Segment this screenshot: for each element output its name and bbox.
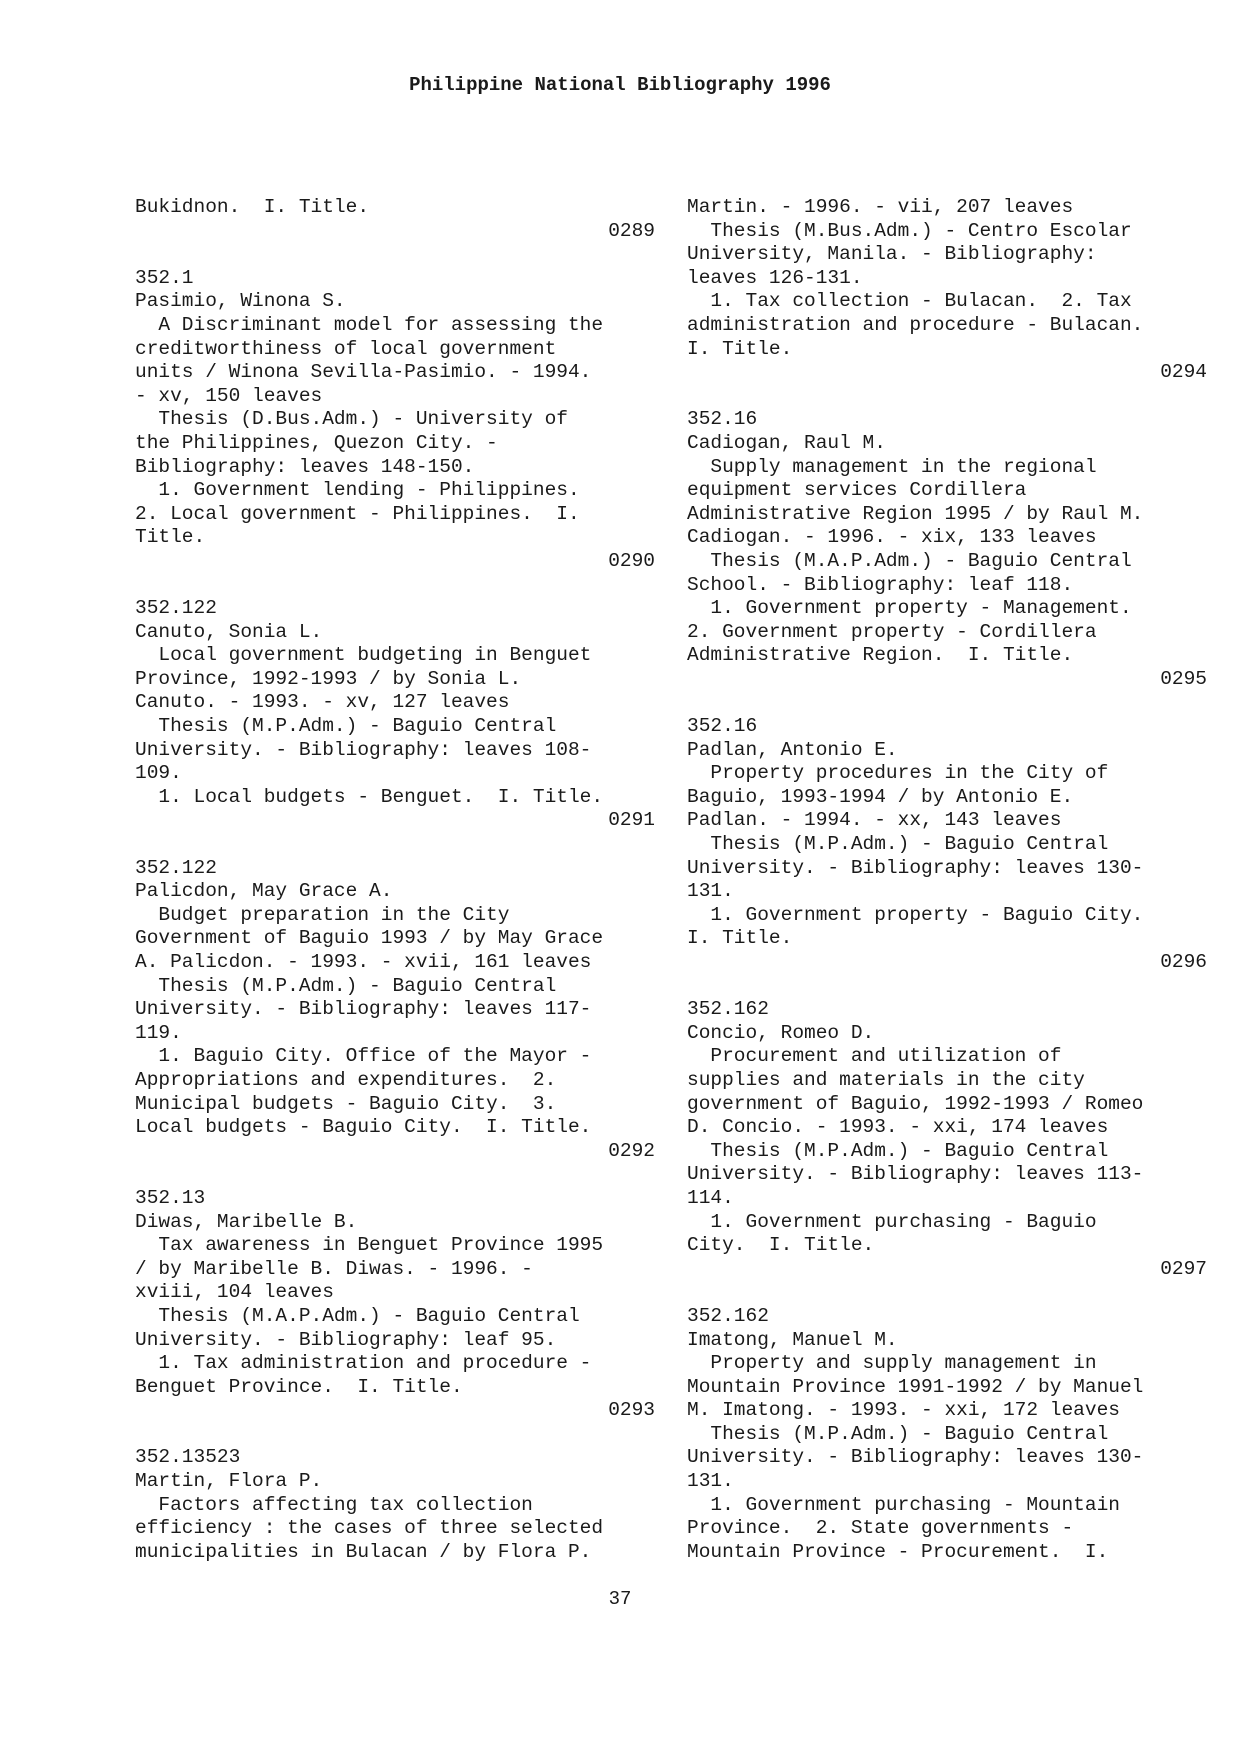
entry-line: Padlan, Antonio E. [687,738,898,761]
entry-line: Thesis (M.A.P.Adm.) - Baguio Central [687,549,1132,572]
entry-line: Property procedures in the City of [687,762,1109,785]
entry-line: Canuto. - 1993. - xv, 127 leaves [135,691,510,714]
entry-line: City. I. Title. [687,1234,875,1257]
entry-line: M. Imatong. - 1993. - xxi, 172 leaves [687,1399,1120,1422]
entry-line: Tax awareness in Benguet Province 1995 [135,1234,604,1257]
entry-line: Thesis (M.P.Adm.) - Baguio Central [135,715,557,738]
entry-line: 109. [135,762,182,785]
entry-line: equipment services Cordillera [687,479,1027,502]
entry-number: 0291 [608,809,655,832]
entry-line: 1. Baguio City. Office of the Mayor - [135,1045,592,1068]
entry-line: Thesis (D.Bus.Adm.) - University of [135,408,568,431]
entry-line: Thesis (M.P.Adm.) - Baguio Central [135,974,557,997]
entry-number: 0294 [1160,361,1207,384]
entry-number: 0290 [608,549,655,572]
entry-line: Supply management in the regional [687,455,1097,478]
entry-line: 352.162 [687,1304,769,1327]
entry-line: 1. Government purchasing - Mountain [687,1493,1120,1516]
entry-line: Factors affecting tax collection [135,1493,533,1516]
left-column [135,196,655,1564]
entry-line: 352.122 [135,856,217,879]
entry-line: 131. [687,1470,734,1493]
entry-line: Mountain Province - Procurement. I. [687,1540,1109,1563]
entry-line: Padlan. - 1994. - xx, 143 leaves [687,809,1062,832]
entry-line: Title. [135,526,206,549]
entry-line: Martin, Flora P. [135,1470,323,1493]
entry-line: Province, 1992-1993 / by Sonia L. [135,667,522,690]
entry-line: University. - Bibliography: leaves 108- [135,738,592,761]
entry-line: leaves 126-131. [687,266,863,289]
entry-line: 1. Government purchasing - Baguio [687,1210,1097,1233]
entry-line: 352.122 [135,597,217,620]
entry-spacer [687,1281,1207,1305]
entry-line: 131. [687,880,734,903]
entry-line: 1. Government lending - Philippines. [135,479,580,502]
entry-line: 1. Tax collection - Bulacan. 2. Tax [687,290,1132,313]
entry-number: 0293 [608,1399,655,1422]
entry-line: Diwas, Maribelle B. [135,1210,358,1233]
entry-line: 1. Government property - Baguio City. [687,903,1144,926]
entry-number: 0289 [608,219,655,242]
entry-line: 1. Government property - Management. [687,597,1132,620]
entry-spacer [687,385,1207,409]
entry-line: the Philippines, Quezon City. - [135,431,498,454]
entry-line: Appropriations and expenditures. 2. [135,1068,557,1091]
entry-line: Concio, Romeo D. [687,1021,875,1044]
entry-line: Pasimio, Winona S. [135,290,346,313]
entry-number: 0292 [608,1139,655,1162]
entry-line: Thesis (M.P.Adm.) - Baguio Central [687,1422,1109,1445]
entry-line: Canuto, Sonia L. [135,620,323,643]
entry-line: Imatong, Manuel M. [687,1328,898,1351]
page-title: Philippine National Bibliography 1996 [409,74,831,96]
entry-spacer [135,833,655,857]
entry-spacer [135,1423,655,1447]
entry-line: / by Maribelle B. Diwas. - 1996. - [135,1257,533,1280]
entry-line: Province. 2. State governments - [687,1517,1074,1540]
entry-number: 0296 [1160,951,1207,973]
entry-line: administration and procedure - Bulacan. [687,313,1144,336]
entry-line: Benguet Province. I. Title. [135,1375,463,1398]
entry-line: 352.1 [135,266,194,289]
entry-line: Bukidnon. I. Title. [135,196,370,218]
entry-line: University. - Bibliography: leaves 130- [687,1446,1144,1469]
entry-line: 2. Local government - Philippines. I. [135,502,580,525]
entry-spacer [135,1163,655,1187]
entry-spacer [687,691,1207,715]
entry-line: - xv, 150 leaves [135,384,323,407]
entry-line: 114. [687,1186,734,1209]
entry-line: Property and supply management in [687,1352,1097,1375]
entry-line: 119. [135,1021,182,1044]
entry-line: Thesis (M.P.Adm.) - Baguio Central [687,833,1109,856]
entry-line: University, Manila. - Bibliography: [687,243,1097,266]
entry-line: I. Title. [687,337,793,360]
entry-line: University. - Bibliography: leaves 117- [135,998,592,1021]
entry-line: xviii, 104 leaves [135,1281,334,1304]
entry-line: government of Baguio, 1992-1993 / Romeo [687,1092,1144,1115]
entry-line: Procurement and utilization of [687,1045,1062,1068]
entry-line: D. Concio. - 1993. - xxi, 174 leaves [687,1116,1109,1139]
entry-line: Administrative Region. I. Title. [687,644,1074,667]
entry-line: A. Palicdon. - 1993. - xvii, 161 leaves [135,951,592,973]
entry-spacer [687,975,1207,999]
entry-line: Mountain Province 1991-1992 / by Manuel [687,1375,1144,1398]
entry-spacer [135,243,655,267]
entry-line: Local budgets - Baguio City. I. Title. [135,1116,592,1139]
right-column [687,196,1207,1564]
entry-line: 1. Tax administration and procedure - [135,1352,592,1375]
entry-line: School. - Bibliography: leaf 118. [687,573,1074,596]
entry-line: efficiency : the cases of three selected [135,1517,604,1540]
entry-line: 352.13523 [135,1446,241,1469]
entry-line: Administrative Region 1995 / by Raul M. [687,502,1144,525]
entry-line: 2. Government property - Cordillera [687,620,1097,643]
entry-line: Thesis (M.P.Adm.) - Baguio Central [687,1139,1109,1162]
entry-line: Cadiogan. - 1996. - xix, 133 leaves [687,526,1097,549]
entry-line: A Discriminant model for assessing the [135,313,604,336]
entry-number: 0297 [1160,1257,1207,1280]
entry-line: 1. Local budgets - Benguet. I. Title. [135,785,604,808]
entry-line: Martin. - 1996. - vii, 207 leaves [687,196,1074,218]
entry-line: units / Winona Sevilla-Pasimio. - 1994. [135,361,592,384]
entry-line: Thesis (M.A.P.Adm.) - Baguio Central [135,1304,580,1327]
entry-line: Thesis (M.Bus.Adm.) - Centro Escolar [687,219,1132,242]
entry-spacer [135,574,655,598]
entry-line: creditworthiness of local government [135,337,557,360]
entry-line: 352.16 [687,408,758,431]
entry-line: Palicdon, May Grace A. [135,880,393,903]
entry-line: municipalities in Bulacan / by Flora P. [135,1540,592,1563]
entry-line: Local government budgeting in Benguet [135,644,592,667]
entry-line: supplies and materials in the city [687,1068,1085,1091]
entry-line: Budget preparation in the City [135,903,510,926]
entry-line: Municipal budgets - Baguio City. 3. [135,1092,557,1115]
entry-line: Baguio, 1993-1994 / by Antonio E. [687,785,1074,808]
entry-line: I. Title. [687,927,793,950]
entry-line: 352.13 [135,1186,206,1209]
entry-line: Cadiogan, Raul M. [687,431,886,454]
entry-line: University. - Bibliography: leaves 113- [687,1163,1144,1186]
entry-line: Government of Baguio 1993 / by May Grace [135,927,604,950]
entry-line: University. - Bibliography: leaf 95. [135,1328,557,1351]
page-number: 37 [608,1588,632,1610]
entry-line: 352.162 [687,998,769,1021]
entry-line: 352.16 [687,715,758,738]
entry-number: 0295 [1160,667,1207,690]
entry-line: University. - Bibliography: leaves 130- [687,856,1144,879]
entry-line: Bibliography: leaves 148-150. [135,455,475,478]
